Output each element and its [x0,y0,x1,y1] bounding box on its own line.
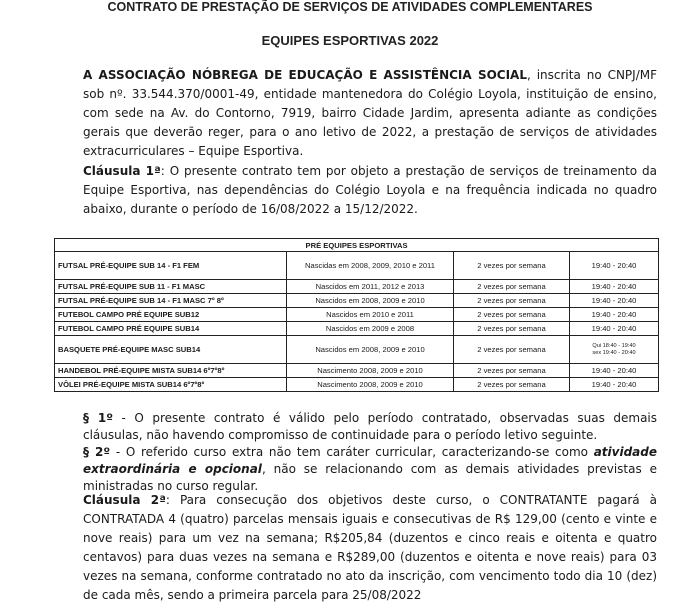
document-subtitle: EQUIPES ESPORTIVAS 2022 [261,33,439,48]
team-name: FUTSAL PRÉ-EQUIPE SUB 14 - F1 MASC 7º 8º [55,294,287,308]
paragraph-2-label: § 2º [83,445,111,459]
schedule: 19:40 - 20:40 [570,378,659,392]
frequency: 2 vezes por semana [454,364,570,378]
birth-years: Nascidos em 2010 e 2011 [287,308,454,322]
table-row [55,280,659,294]
clause-1-text: : O presente contrato tem por objeto a prestação de serviços de treinamento da Equipe Esportiva, nas dependências do Colégio Loyola e na frequência indicada no quadro abaixo, durante o período de 16/08/2022 a 15/12/2022. [83,164,657,216]
paragraphs-section [83,410,657,495]
team-name: FUTSAL PRÉ-EQUIPE SUB 11 - F1 MASC [55,280,287,294]
birth-years: Nascidos em 2009 e 2008 [287,322,454,336]
clause-1 [83,162,657,219]
birth-years: Nascidos em 2008, 2009 e 2010 [287,294,454,308]
frequency: 2 vezes por semana [454,308,570,322]
paragraph-1-label: § 1º [83,411,114,425]
clause-2 [83,491,657,605]
table-header: PRÉ EQUIPES ESPORTIVAS [55,239,659,252]
paragraph-2-text-b: , não se relacionando com as demais atividades previstas e ministradas no curso regular. [83,462,657,493]
birth-years: Nascimento 2008, 2009 e 2010 [287,364,454,378]
table-row [55,364,659,378]
schedule [570,336,659,364]
frequency: 2 vezes por semana [454,252,570,280]
schedule: 19:40 - 20:40 [570,364,659,378]
table-header-row [55,239,659,252]
team-name: FUTSAL PRÉ-EQUIPE SUB 14 - F1 FEM [55,252,287,280]
table-row [55,322,659,336]
team-name: BASQUETE PRÉ-EQUIPE MASC SUB14 [55,336,287,364]
intro-text: , inscrita no CNPJ/MF sob nº. 33.544.370/0001-49, entidade mantenedora do Colégio Loyola, instituição de ensino, com sede na Av. do Contorno, 7919, bairro Cidade Jardim, apresenta adiante as condições gerais que deverão reger, para o ano letivo de 2022, a prestação de serviços de atividades extracurriculares – Equipe Esportiva. [83,68,658,158]
schedule: 19:40 - 20:40 [570,252,659,280]
schedule: 19:40 - 20:40 [570,280,659,294]
schedule: 19:40 - 20:40 [570,322,659,336]
schedule: 19:40 - 20:40 [570,294,659,308]
clause-1-label: Cláusula 1ª [83,164,161,178]
paragraph-1-text: - O presente contrato é válido pelo período contratado, observadas suas demais cláusulas, não havendo compromisso de continuidade para o período letivo seguinte. [83,411,658,442]
frequency: 2 vezes por semana [454,336,570,364]
team-name: FUTEBOL CAMPO PRÉ EQUIPE SUB12 [55,308,287,322]
team-name: VÔLEI PRÉ-EQUIPE MISTA SUB14 6º7º8º [55,378,287,392]
clause-2-label: Cláusula 2ª [83,493,166,507]
team-name: FUTEBOL CAMPO PRÉ EQUIPE SUB14 [55,322,287,336]
birth-years: Nascidos em 2011, 2012 e 2013 [287,280,454,294]
intro-paragraph [83,66,657,161]
paragraph-2-emphasis: atividade extraordinária e opcional [83,445,658,476]
birth-years: Nascimento 2008, 2009 e 2010 [287,378,454,392]
team-name: HANDEBOL PRÉ-EQUIPE MISTA SUB14 6º7º8º [55,364,287,378]
table-row [55,336,659,364]
frequency: 2 vezes por semana [454,294,570,308]
table-row [55,294,659,308]
table-row [55,252,659,280]
paragraph-2 [83,444,657,495]
table-row [55,378,659,392]
frequency: 2 vezes por semana [454,280,570,294]
schedule: 19:40 - 20:40 [570,308,659,322]
frequency: 2 vezes por semana [454,378,570,392]
teams-table [54,238,659,392]
birth-years: Nascidos em 2008, 2009 e 2010 [287,336,454,364]
organization-name: A ASSOCIAÇÃO NÓBREGA DE EDUCAÇÃO E ASSISTÊNCIA SOCIAL [83,68,527,82]
paragraph-2-text-a: - O referido curso extra não tem caráter curricular, caracterizando-se como [110,445,594,459]
clause-2-text: : Para consecução dos objetivos deste curso, o CONTRATANTE pagará à CONTRATADA 4 (quatro) parcelas mensais iguais e consecutivas de R$ 129,00 (cento e vinte e nove reais) para um vez na semana; R$205,84 (duzentos e cinco reais e oitenta e quatro centavos) para duas vezes na semana e R$289,00 (duzentos e oitenta e nove reais) para 03 vezes na semana, conforme contratado no ato da inscrição, com vencimento todo dia 10 (dez) de cada mês, sendo a primeira parcela para 25/08/2022 [83,493,657,602]
teams-table-wrapper [54,238,658,392]
birth-years: Nascidas em 2008, 2009, 2010 e 2011 [287,252,454,280]
document-title: CONTRATO DE PRESTAÇÃO DE SERVIÇOS DE ATIVIDADES COMPLEMENTARES [107,0,593,14]
schedule-line-1: Qui 18:40 - 19:40 [592,342,636,349]
frequency: 2 vezes por semana [454,322,570,336]
paragraph-1 [83,410,657,444]
schedule-line-2: sex 19:40 - 20:40 [592,349,636,356]
table-row [55,308,659,322]
